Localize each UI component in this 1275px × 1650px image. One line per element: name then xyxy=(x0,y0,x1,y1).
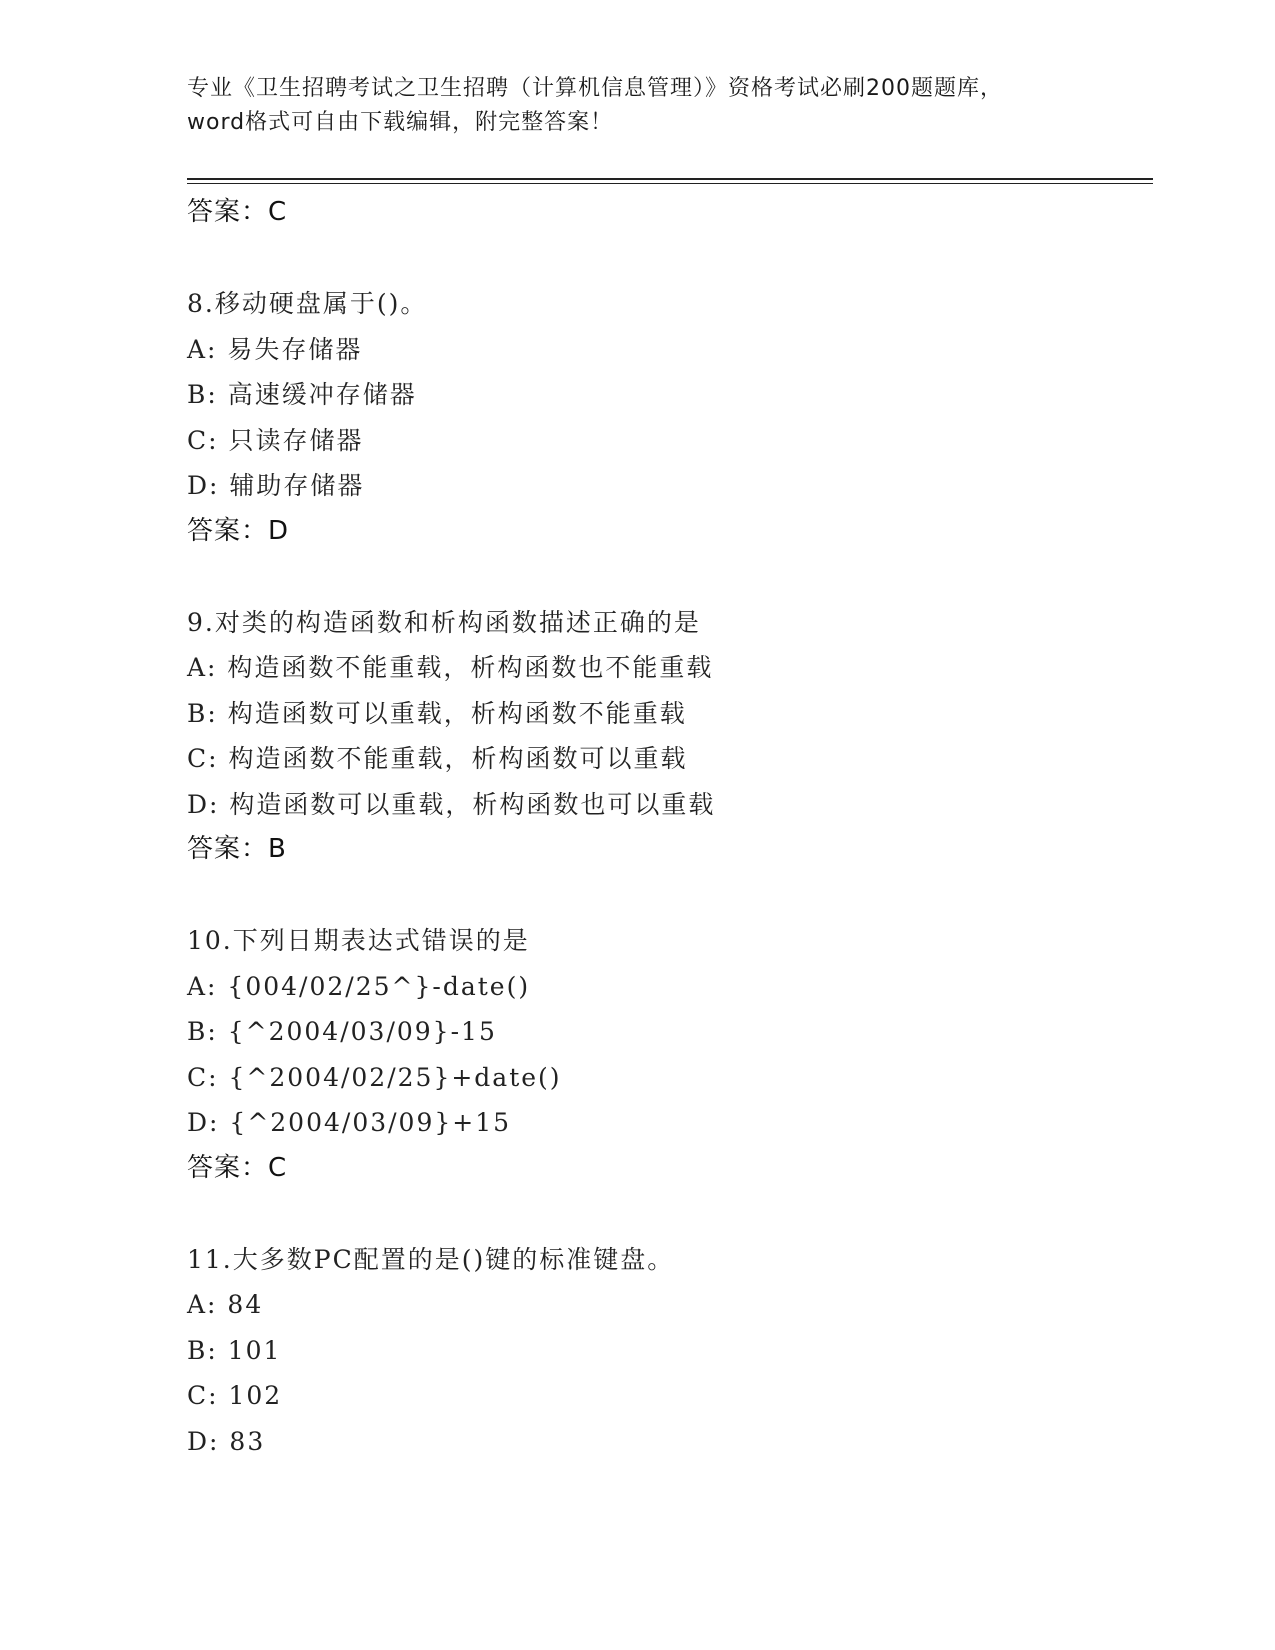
option-b: B: {^2004/03/09}-15 xyxy=(187,1017,497,1046)
option-c: C: 构造函数不能重载，析构函数可以重载 xyxy=(187,744,688,773)
document-header xyxy=(187,72,1087,140)
option-b: B: 101 xyxy=(187,1335,282,1365)
option-d: D: 构造函数可以重载，析构函数也可以重载 xyxy=(187,789,716,819)
header-line-1: 专业《卫生招聘考试之卫生招聘（计算机信息管理）》资格考试必刷200题题库， xyxy=(187,76,1003,101)
option-a: A: 易失存储器 xyxy=(187,334,363,364)
header-rule-thick xyxy=(187,178,1153,180)
option-b: B: 构造函数可以重载，析构函数不能重载 xyxy=(187,698,687,728)
option-c: C: 102 xyxy=(187,1381,283,1410)
question-text: 8.移动硬盘属于()。 xyxy=(187,289,428,318)
header-line-2: word格式可自由下载编辑，附完整答案！ xyxy=(187,110,614,135)
header-rule-thin xyxy=(187,183,1153,184)
option-b: B: 高速缓冲存储器 xyxy=(187,380,417,409)
answer-line: 答案：C xyxy=(187,197,288,227)
option-c: C: {^2004/02/25}+date() xyxy=(187,1062,562,1092)
spacer xyxy=(187,873,1147,919)
option-a: A: 构造函数不能重载，析构函数也不能重载 xyxy=(187,653,714,682)
option-a: A: {004/02/25^}-date() xyxy=(187,971,531,1001)
answer-line: 答案：B xyxy=(187,834,287,864)
spacer xyxy=(187,554,1147,600)
option-c: C: 只读存储器 xyxy=(187,425,364,455)
question-text: 11.大多数PC配置的是()键的标准键盘。 xyxy=(187,1244,675,1274)
option-d: D: {^2004/03/09}+15 xyxy=(187,1108,512,1137)
question-text: 10.下列日期表达式错误的是 xyxy=(187,926,530,955)
spacer xyxy=(187,1191,1147,1237)
option-d: D: 83 xyxy=(187,1426,266,1456)
question-list xyxy=(187,190,1147,1464)
spacer xyxy=(187,236,1147,282)
question-text: 9.对类的构造函数和析构函数描述正确的是 xyxy=(187,607,701,637)
option-d: D: 辅助存储器 xyxy=(187,471,365,500)
answer-line: 答案：D xyxy=(187,515,290,546)
option-a: A: 84 xyxy=(187,1290,264,1319)
answer-line: 答案：C xyxy=(187,1152,288,1183)
